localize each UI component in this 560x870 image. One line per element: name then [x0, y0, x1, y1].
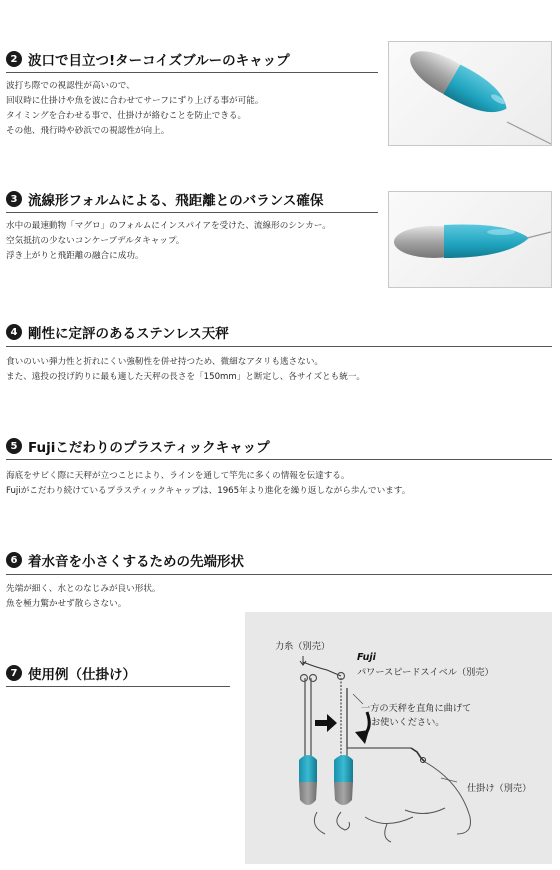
body-line: 空気抵抗の少ないコンケーブデルタキャップ。 — [6, 236, 185, 246]
number-badge: 4 — [6, 324, 22, 340]
heading-rule — [6, 459, 552, 460]
rig-label: 仕掛け（別売） — [467, 783, 532, 794]
section-4-heading — [6, 322, 229, 342]
section-body — [6, 79, 263, 139]
body-line: 食いのいい弾力性と折れにくい強靭性を併せ持つため、微細なアタリも逃さない。 — [6, 357, 324, 367]
sinker-image — [389, 42, 551, 145]
instruction-line-1: 一方の天秤を直角に曲げて — [361, 703, 472, 714]
body-line: 浮き上がりと飛距離の融合に成功。 — [6, 251, 144, 261]
section-title: 剛性に定評のあるステンレス天秤 — [28, 326, 229, 342]
body-line: また、遠投の投げ釣りに最も適した天秤の長さを「150mm」と断定し、各サイズとも統一。 — [6, 372, 366, 382]
number-badge: 2 — [6, 51, 22, 67]
line-label: 力糸（別売） — [275, 641, 331, 652]
section-body — [6, 469, 410, 499]
number-badge: 7 — [6, 665, 22, 681]
section-body — [6, 219, 331, 264]
section-title: 使用例（仕掛け） — [28, 667, 136, 683]
product-photo-2 — [388, 191, 552, 288]
body-line: 波打ち際での視認性が高いので、 — [6, 81, 135, 91]
body-line: 魚を極力驚かせず散らさない。 — [6, 599, 127, 609]
number-badge: 6 — [6, 552, 22, 568]
section-title: 波口で目立つ!ターコイズブルーのキャップ — [28, 53, 290, 69]
section-6-heading — [6, 550, 244, 570]
section-body — [6, 582, 161, 612]
heading-rule — [6, 574, 552, 575]
section-7-heading — [6, 663, 136, 683]
instruction-line-2: お使いください。 — [371, 717, 445, 728]
section-body — [6, 355, 365, 385]
body-line: Fujiがこだわり続けているプラスティックキャップは、1965年より進化を繰り返しながら歩んでいます。 — [6, 486, 411, 496]
section-title: 流線形フォルムによる、飛距離とのバランス確保 — [28, 193, 324, 209]
body-line: 回収時に仕掛けや魚を波に合わせてサーフにずり上げる事が可能。 — [6, 96, 264, 106]
heading-rule — [6, 212, 378, 213]
section-5-heading — [6, 436, 270, 456]
fuji-logo: Fuji — [357, 652, 376, 663]
heading-rule — [6, 346, 552, 347]
body-line: 海底をサビく際に天秤が立つことにより、ラインを通して竿先に多くの情報を伝達する。 — [6, 471, 350, 481]
section-title: Fujiこだわりのプラスティックキャップ — [28, 440, 270, 456]
sinker-image — [389, 192, 551, 287]
product-photo-1 — [388, 41, 552, 146]
body-line: その他、飛行時や砂浜での視認性が向上。 — [6, 126, 170, 136]
number-badge: 3 — [6, 191, 22, 207]
body-line: タイミングを合わせる事で、仕掛けが絡むことを防止できる。 — [6, 111, 247, 121]
number-badge: 5 — [6, 438, 22, 454]
heading-rule — [6, 686, 230, 687]
body-line: 水中の最速動物「マグロ」のフォルムにインスパイアを受けた、流線形のシンカー。 — [6, 221, 331, 231]
section-3-heading — [6, 189, 323, 209]
section-title: 着水音を小さくするための先端形状 — [28, 554, 244, 570]
section-2-heading — [6, 49, 290, 69]
usage-diagram — [245, 612, 552, 864]
body-line: 先端が細く、水とのなじみが良い形状。 — [6, 584, 161, 594]
heading-rule — [6, 72, 378, 73]
swivel-label: パワースピードスイベル（別売） — [357, 667, 494, 678]
